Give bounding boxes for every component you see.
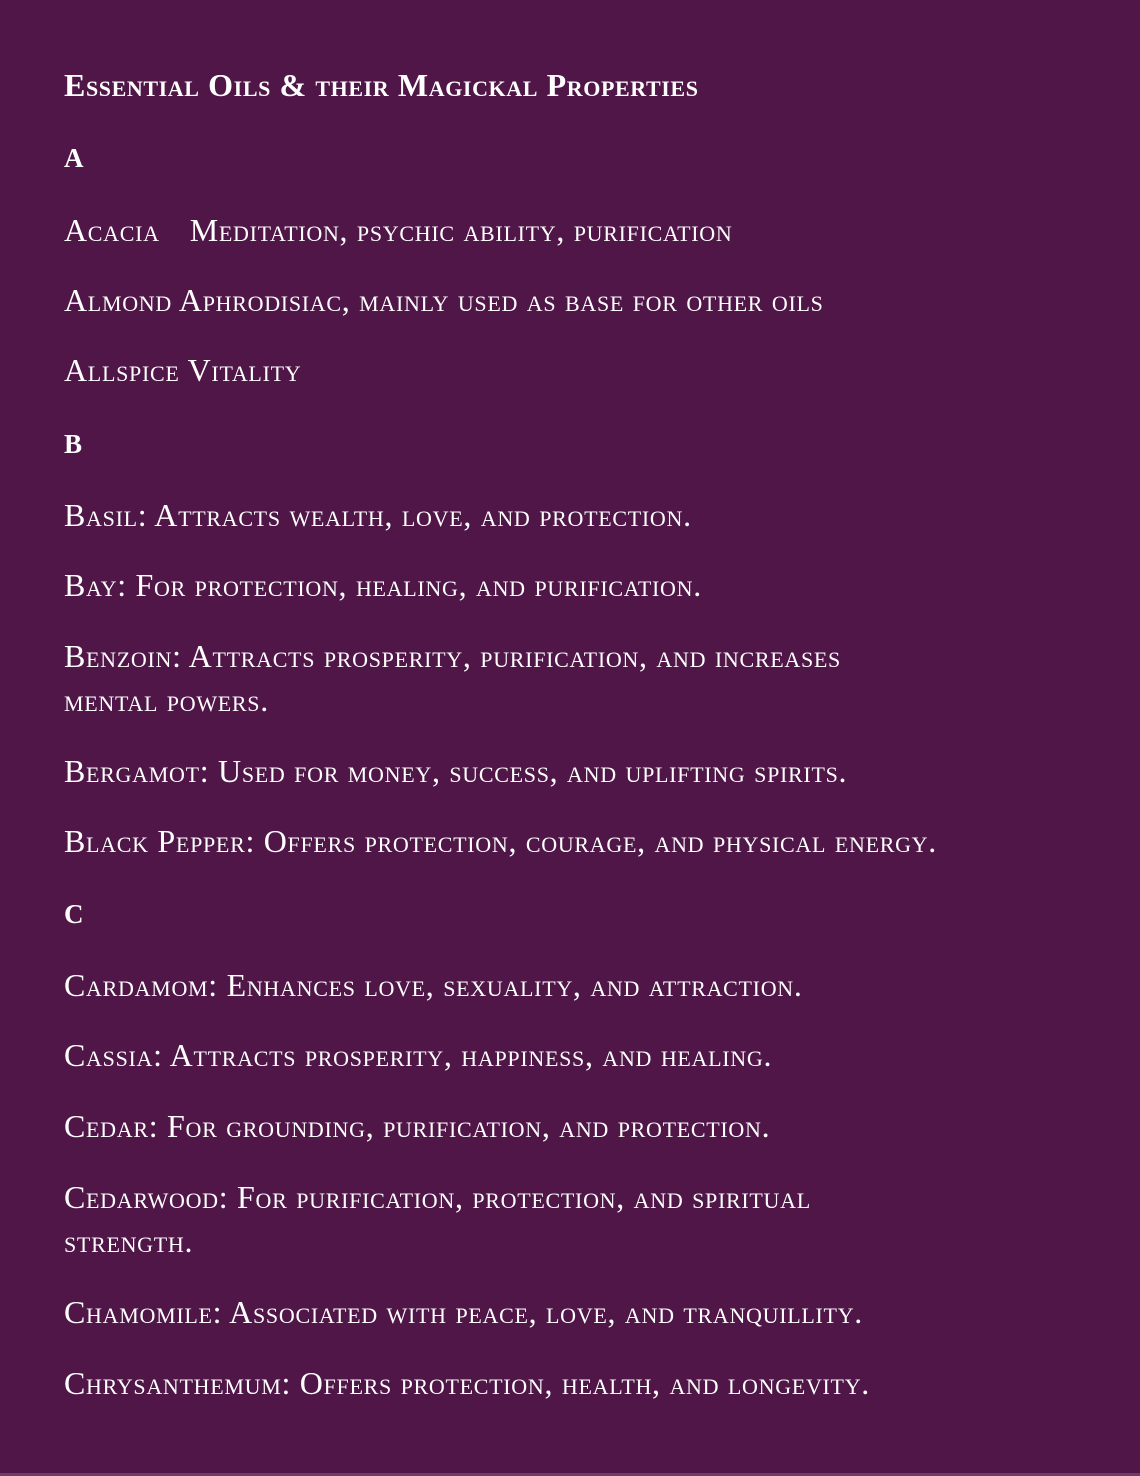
oil-entry-cassia xyxy=(64,1033,1104,1077)
oil-entry-basil xyxy=(64,493,1104,537)
oil-name: Black Pepper: xyxy=(64,823,256,859)
oil-description: Offers protection, courage, and physical energy. xyxy=(263,823,937,859)
oil-description: Meditation, psychic ability, purification xyxy=(189,212,733,248)
section-letter-b: B xyxy=(64,429,83,459)
oil-entry-bay xyxy=(64,563,1104,607)
oil-entry-chamomile xyxy=(64,1290,1104,1334)
oil-entry-bergamot xyxy=(64,749,1104,793)
oil-name: Cardamom: xyxy=(64,967,218,1003)
section-letter-a: A xyxy=(64,143,84,173)
oil-entry-cedar xyxy=(64,1104,1104,1148)
oil-entry-almond xyxy=(64,278,1104,322)
oil-name: Benzoin: xyxy=(64,638,182,674)
oil-description: For protection, healing, and purification. xyxy=(135,567,702,603)
oil-entry-benzoin xyxy=(64,634,1104,722)
oil-name: Chrysanthemum: xyxy=(64,1365,292,1401)
oil-entry-chrysanthemum xyxy=(64,1361,1104,1405)
oil-name: Basil: xyxy=(64,497,148,533)
oil-entry-cedarwood xyxy=(64,1175,1104,1263)
oil-name: Cassia: xyxy=(64,1037,163,1073)
oil-entry-acacia xyxy=(64,208,1104,252)
oil-description: Offers protection, health, and longevity. xyxy=(299,1365,870,1401)
oil-description-continued: strength. xyxy=(64,1223,194,1259)
oil-description: Attracts prosperity, purification, and increases xyxy=(188,638,841,674)
oil-name: Almond xyxy=(64,282,172,318)
oil-name: Chamomile: xyxy=(64,1294,223,1330)
oil-entry-cardamom xyxy=(64,963,1104,1007)
page-title: Essential Oils & their Magickal Properties xyxy=(64,67,699,103)
oil-description: Attracts wealth, love, and protection. xyxy=(154,497,692,533)
section-letter-c: C xyxy=(64,899,84,929)
oil-description: Attracts prosperity, happiness, and healing. xyxy=(169,1037,773,1073)
oil-description: Enhances love, sexuality, and attraction. xyxy=(226,967,803,1003)
oil-name: Bay: xyxy=(64,567,127,603)
oil-name: Cedarwood: xyxy=(64,1179,229,1215)
oil-name: Allspice xyxy=(64,352,180,388)
oil-name: Cedar: xyxy=(64,1108,159,1144)
oil-description: Used for money, success, and uplifting spirits. xyxy=(218,753,848,789)
oil-description: Associated with peace, love, and tranquillity. xyxy=(229,1294,863,1330)
oil-name: Bergamot: xyxy=(64,753,210,789)
oil-description: For grounding, purification, and protection. xyxy=(167,1108,771,1144)
oil-entry-allspice xyxy=(64,348,1104,392)
oil-description: Vitality xyxy=(187,352,302,388)
oil-entry-black-pepper xyxy=(64,819,1104,863)
oil-description-continued: mental powers. xyxy=(64,682,269,718)
oil-name: Acacia xyxy=(64,212,160,248)
oil-description: Aphrodisiac, mainly used as base for other oils xyxy=(178,282,824,318)
oil-description: For purification, protection, and spiritual xyxy=(237,1179,811,1215)
